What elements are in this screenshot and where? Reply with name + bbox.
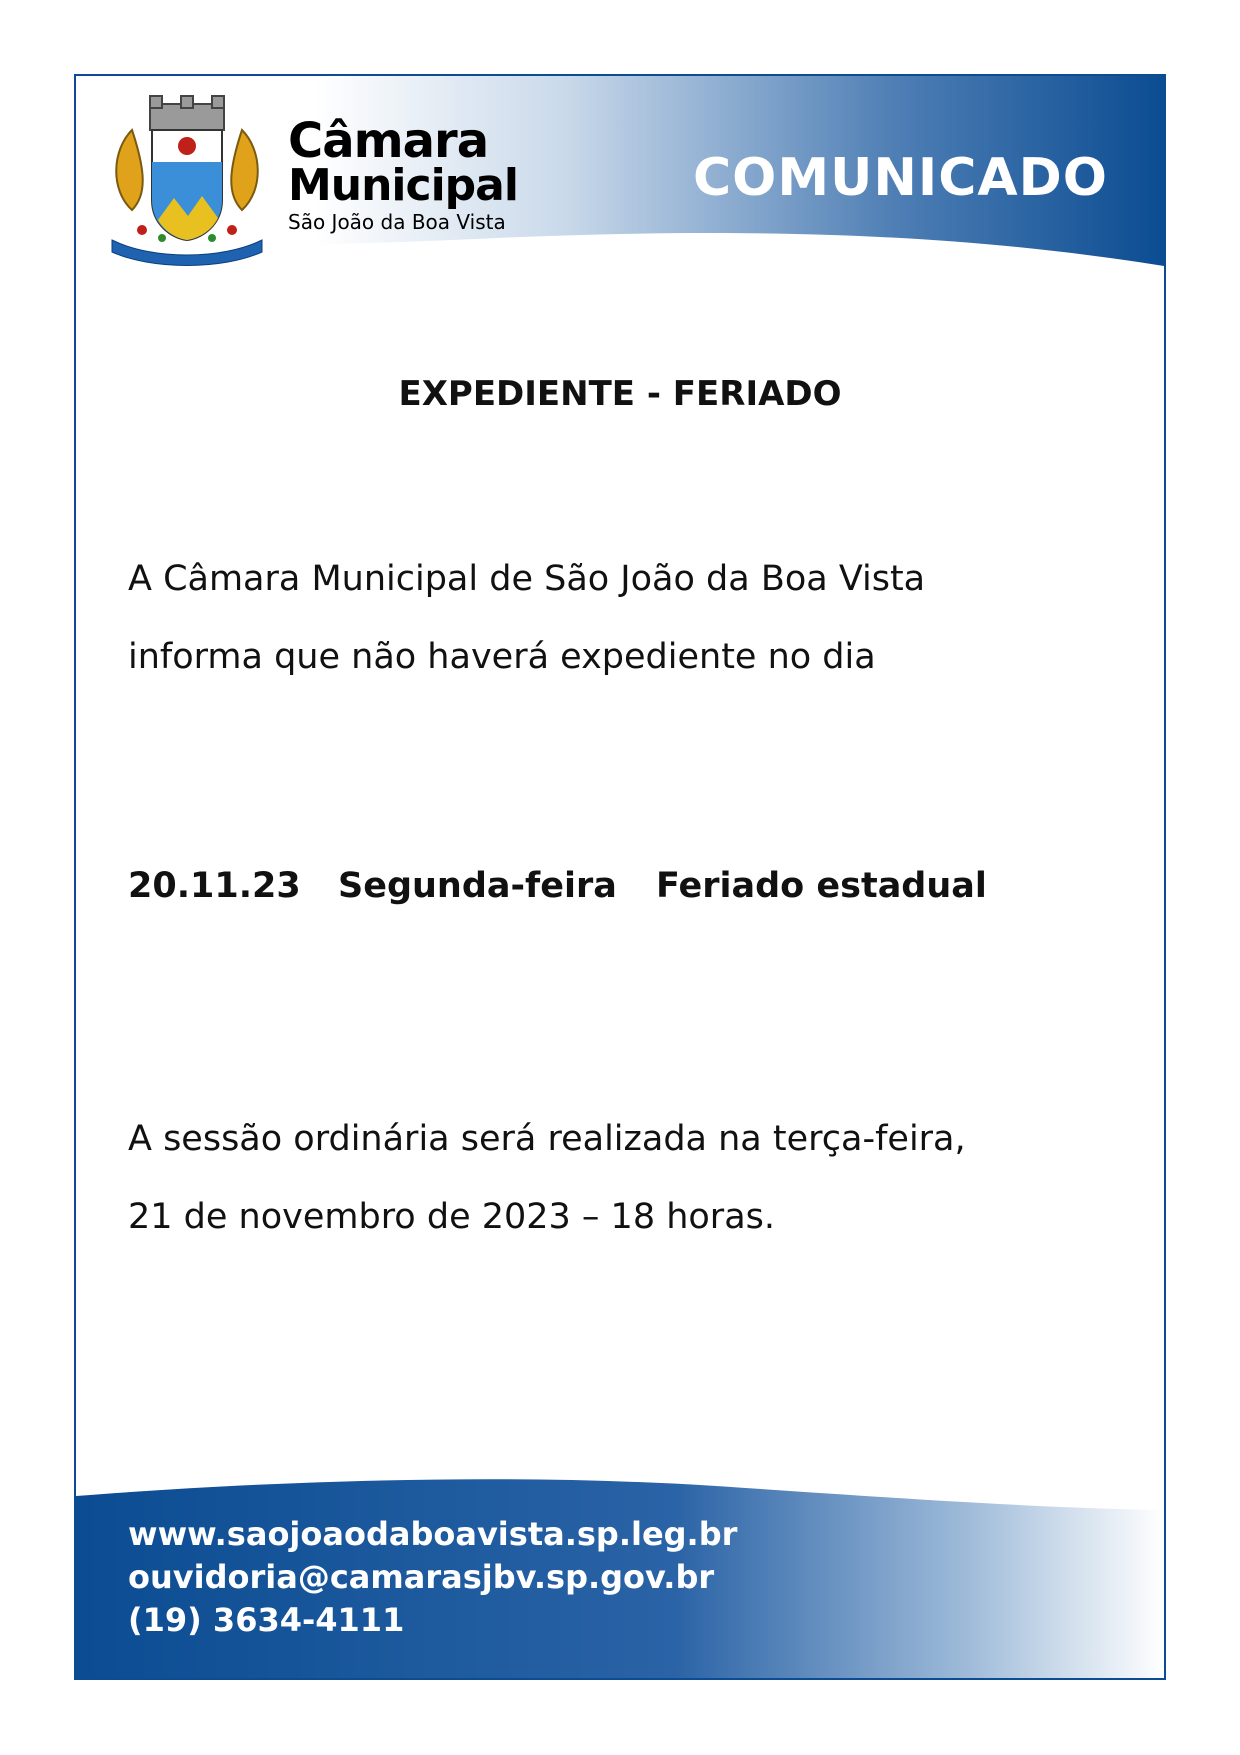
brand-wordmark [288,113,518,236]
brand-city: São João da Boa Vista [288,210,506,234]
holiday-date: 20.11.23 [128,866,301,906]
brand-name-line2: Municipal [288,160,518,211]
brand-name-line1: Câmara [288,113,489,169]
phone-number: (19) 3634-4111 [128,1601,405,1639]
session-paragraph [128,1100,1118,1256]
coat-of-arms-logo [102,90,272,270]
intro-line: informa que não haverá expediente no dia [128,637,876,677]
website-link[interactable]: www.saojoaodaboavista.sp.leg.br [128,1515,738,1553]
holiday-weekday: Segunda-feira [338,866,617,906]
banner-title: COMUNICADO [693,148,1108,208]
intro-paragraph [128,540,1118,696]
notice-title: EXPEDIENTE - FERIADO [398,374,842,414]
session-line: A sessão ordinária será realizada na terça-feira, [128,1119,966,1159]
footer-contacts [128,1513,737,1642]
intro-line: A Câmara Municipal de São João da Boa Vista [128,559,926,599]
session-line: 21 de novembro de 2023 – 18 horas. [128,1197,776,1237]
holiday-type: Feriado estadual [656,866,987,906]
email-link[interactable]: ouvidoria@camarasjbv.sp.gov.br [128,1558,715,1596]
document-frame [74,74,1166,1680]
